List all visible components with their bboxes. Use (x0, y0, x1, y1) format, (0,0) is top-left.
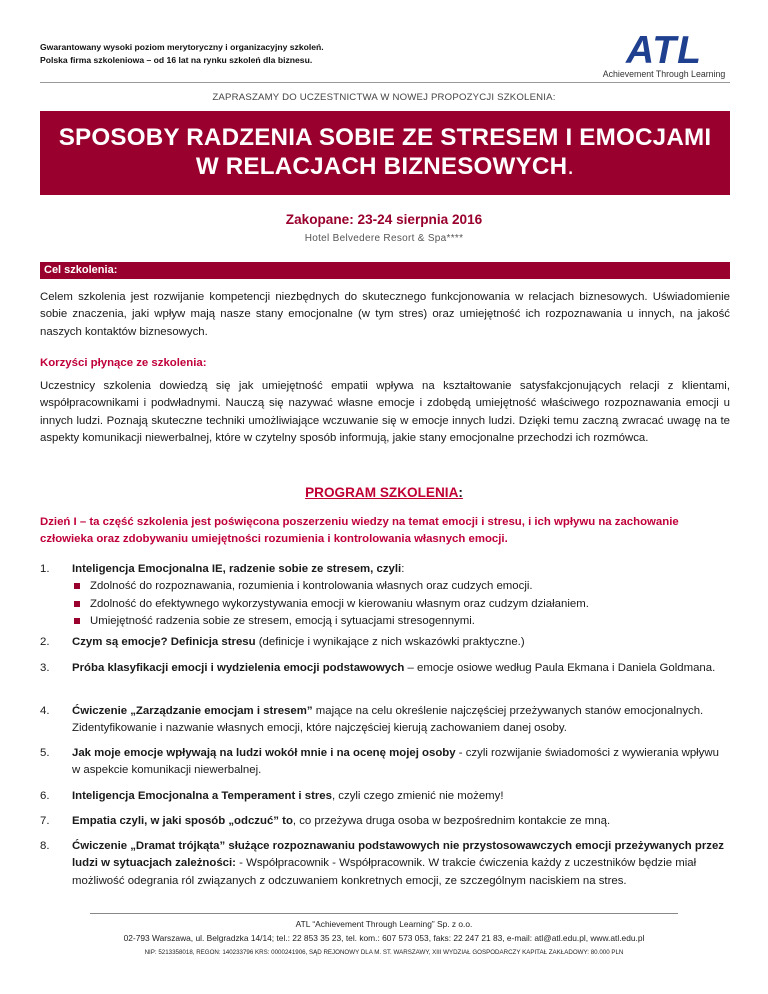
square-bullet-icon (74, 601, 80, 607)
tagline-line-1: Gwarantowany wysoki poziom merytoryczny i organizacyjny szkoleń. (40, 42, 324, 52)
atl-logo (598, 29, 730, 81)
program-item-1 (40, 561, 730, 631)
footer-company: ATL “Achievement Through Learning” Sp. z o.o. (295, 919, 473, 929)
item-text: - Współpracownik - Współpracownik. W trakcie ćwiczenia każdy z uczestników będzie miał możliwość odegrania ról związanych z odczuwaniem konkretnych emocji, ze szczególnym naciskiem na stres. (72, 857, 697, 887)
square-bullet-icon (74, 618, 80, 624)
program-item-3 (40, 660, 730, 677)
item-number: 8. (40, 840, 50, 852)
logo-wordmark: ATL (626, 29, 702, 72)
item-heading-bold: Inteligencja Emocjonalna a Temperament i stres (72, 790, 332, 802)
event-place-date: Zakopane: 23-24 sierpnia 2016 (285, 212, 483, 227)
item-heading-bold: Jak moje emocje wpływają na ludzi wokół mnie i na ocenę mojej osoby (72, 747, 456, 759)
program-item-2 (40, 634, 730, 651)
training-title-banner (40, 111, 730, 195)
goal-heading: Cel szkolenia: (40, 262, 730, 279)
bullet-text: Zdolność do efektywnego wykorzystywania emocji w kierowaniu własnym oraz cudzym działaniem. (90, 597, 589, 610)
item-text: – emocje osiowe według Paula Ekmana i Daniela Goldmana. (404, 662, 716, 674)
tagline-line-2: Polska firma szkoleniowa – od 16 lat na rynku szkoleń dla biznesu. (40, 55, 313, 65)
program-item-4 (40, 703, 730, 738)
bullet-item (72, 596, 730, 613)
item-text: - czyli rozwijanie świadomości z wywierania wpływu w aspekcie komunikacji niewerbalnej. (72, 747, 719, 777)
item-number: 5. (40, 747, 50, 759)
item-heading-bold: Empatia czyli, w jaki sposób „odczuć” to (72, 815, 293, 827)
bullet-text: Umiejętność radzenia sobie ze stresem, emocją i sytuacjami stresogennymi. (90, 615, 475, 628)
item-heading-bold: Ćwiczenie „Zarządzanie emocjam i stresem” (72, 705, 313, 717)
header-divider (40, 82, 730, 83)
program-title-colon: : (458, 485, 463, 500)
program-title-text: PROGRAM SZKOLENIA (305, 485, 459, 500)
footer-registry: NIP: 5213358018, REGON: 140233796 KRS: 0000241906, SĄD REJONOWY DLA M. ST. WARSZAWY, XIII WYDZIAŁ GOSPODARCZY KAPITAŁ ZAKŁADOWY: 80.000 PLN (144, 949, 624, 956)
company-tagline (40, 41, 324, 67)
day-intro: Dzień I – ta część szkolenia jest poświęcona poszerzeniu wiedzy na temat emocji i stresu, i ich wpływu na zachowanie człowieka oraz zdobywaniu umiejętności rozumienia i kontrolowania własnych emocji. (40, 516, 679, 546)
item-number: 4. (40, 705, 50, 717)
item-heading-bold: Czym są emocje? Definicja stresu (72, 636, 256, 648)
benefits-text: Uczestnicy szkolenia dowiedzą się jak umiejętność empatii wpływa na kształtowanie satysfakcjonujących relacji z klientami, współpracownikami i podwładnymi. Nauczą się nazywać własne emocje i zdobędą umiejętność właściwego rozpoznawania emocji u innych ludzi. Poznają skuteczne techniki umożliwiające wczuwanie się w emocje innych ludzi. Dzięki temu zaczną zwracać uwagę na te aspekty komunikacji niewerbalnej, które w czytelny sposób informują, jakie stany emocjonalne przechodzi ich rozmówca. (40, 380, 730, 445)
item-text: mające na celu określenie najczęściej przeżywanych stanów emocjonalnych. Zidentyfikowanie i nazwanie własnych emocji, które najczęściej kierują zachowaniem danej osoby. (72, 705, 704, 735)
footer-divider (90, 913, 678, 914)
program-title (0, 485, 768, 500)
item-number: 2. (40, 636, 50, 648)
training-title-period: . (567, 153, 575, 180)
square-bullet-icon (74, 583, 80, 589)
benefits-heading: Korzyści płynące ze szkolenia: (40, 357, 207, 369)
item-number: 6. (40, 790, 50, 802)
logo-subtitle: Achievement Through Learning (602, 69, 726, 79)
program-item-5 (40, 745, 730, 780)
item-number: 1. (40, 563, 50, 575)
item-heading-bold: Inteligencja Emocjonalna IE, radzenie sobie ze stresem, czyli (72, 563, 402, 575)
training-title-line-2 (40, 152, 730, 181)
item-heading-bold: Ćwiczenie „Dramat trójkąta” służące rozpoznawaniu podstawowych nie przystosowawczych emocji przeżywanych przez ludzi w sytuacjach zależności: (72, 840, 724, 870)
program-item-8 (40, 838, 730, 890)
program-item-7 (40, 813, 730, 830)
bullet-item (72, 578, 730, 595)
bullet-item (72, 613, 730, 630)
item-number: 3. (40, 662, 50, 674)
item-text: , co przeżywa druga osoba w bezpośrednim kontakcie ze mną. (292, 815, 611, 827)
item-heading (72, 561, 730, 578)
training-title-line-1: SPOSOBY RADZENIA SOBIE ZE STRESEM I EMOCJAMI (58, 124, 712, 151)
item-text: , czyli czego zmienić nie możemy! (331, 790, 504, 802)
goal-text: Celem szkolenia jest rozwijanie kompetencji niezbędnych do skutecznego funkcjonowania w relacjach biznesowych. Uświadomienie sobie znaczenia, jaki wpływ mają nasze stany emocjonalne (w tym stres) oraz umiejętność ich rozpoznawania u innych, na jakość naszych kontaktów biznesowych. (40, 291, 730, 338)
footer-contact: 02-793 Warszawa, ul. Belgradzka 14/14; tel.: 22 853 35 23, tel. kom.: 607 573 053, faks: 22 247 21 83, e-mail: atl@atl.edu.pl, www.atl.edu.pl (123, 933, 645, 943)
item-heading-rest: : (401, 563, 405, 575)
item-heading-bold: Próba klasyfikacji emocji i wydzielenia emocji podstawowych (72, 662, 405, 674)
event-hotel: Hotel Belvedere Resort & Spa**** (304, 233, 464, 244)
invite-text: ZAPRASZAMY DO UCZESTNICTWA W NOWEJ PROPOZYCJI SZKOLENIA: (212, 92, 556, 103)
item-number: 7. (40, 815, 50, 827)
item-text: (definicje i wynikające z nich wskazówki praktyczne.) (255, 636, 525, 648)
training-title-line-2-text: W RELACJACH BIZNESOWYCH (195, 153, 568, 180)
bullet-text: Zdolność do rozpoznawania, rozumienia i kontrolowania własnych oraz cudzych emocji. (90, 580, 533, 593)
program-item-6 (40, 788, 730, 805)
